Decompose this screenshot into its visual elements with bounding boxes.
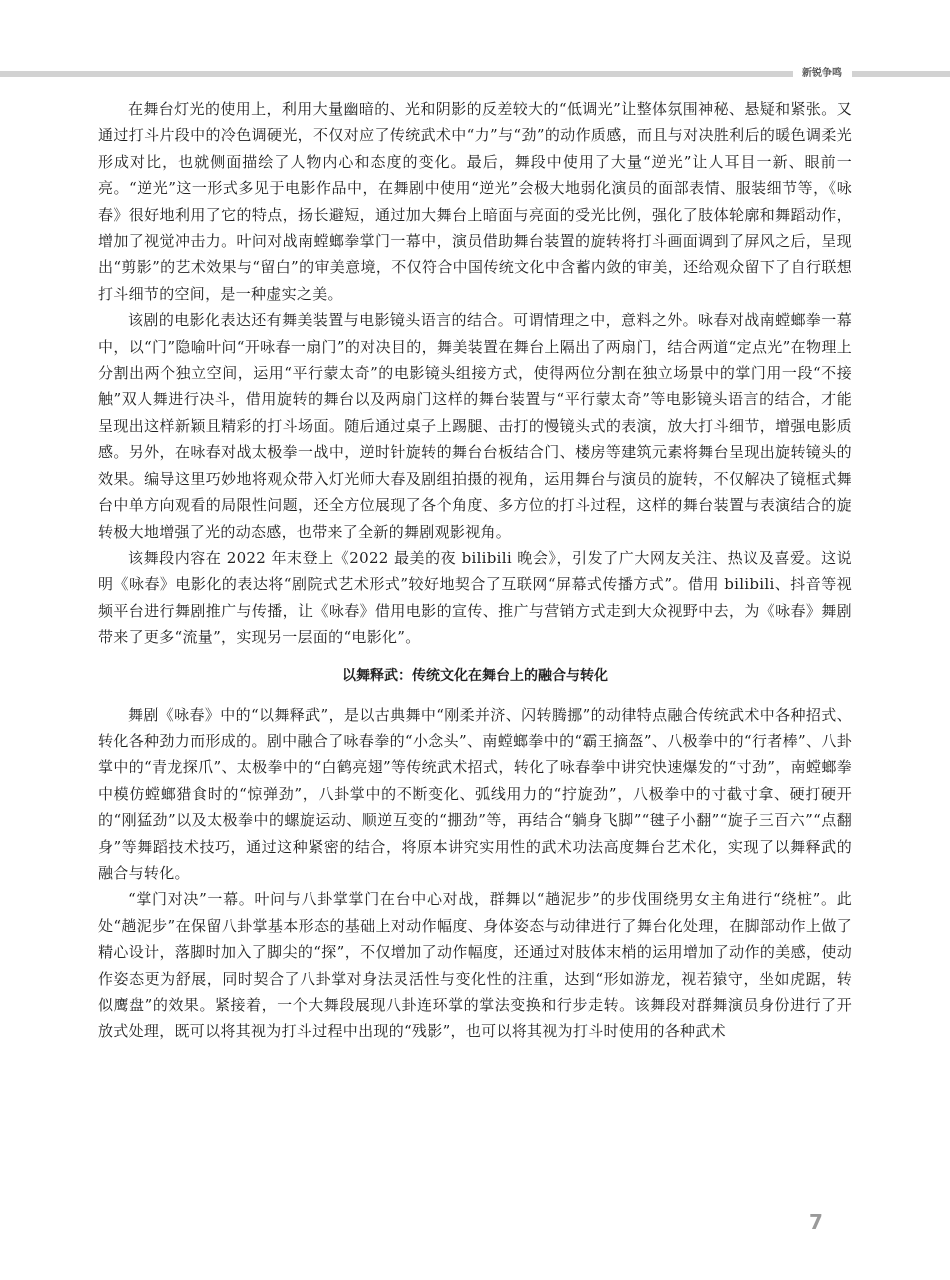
paragraph-bilibili: 该舞段内容在 2022 年末登上《2022 最美的夜 bilibili 晚会》，引发了广大网友关注、热议及喜爱。这说明《咏春》电影化的表达将“剧院式艺术形式”较好地契合了互联网“屏幕式传播方式”。借用 bilibili、抖音等视频平台进行舞剧推广与传播，让《咏春》借用电影的宣传、推广与营销方式走到大众视野中去，为《咏春》舞剧带来了更多“流量”，实现另一层面的“电影化”。 (98, 548, 852, 647)
paragraph-dance-martial: 舞剧《咏春》中的“以舞释武”，是以古典舞中“刚柔并济、闪转腾挪”的动律特点融合传统武术中各种招式、转化各种劲力而形成的。剧中融合了咏春拳的“小念头”、南螳螂拳中的“霸王摘盔”、八极拳中的“行者棒”、八卦掌中的“青龙探爪”、太极拳中的“白鹤亮翅”等传统武术招式，转化了咏春拳中讲究快速爆发的“寸劲”，南螳螂拳中模仿螳螂猎食时的“惊弹劲”，八卦掌中的不断变化、弧线用力的“拧旋劲”，八极拳中的寸截寸拿、硬打硬开的“刚猛劲”以及太极拳中的螺旋运动、顺逆互变的“掤劲”等，再结合“躺身飞脚”“毽子小翻”“旋子三百六”“点翻身”等舞蹈技术技巧，通过这种紧密的结合，将原本讲究实用性的武术功法高度舞台艺术化，实现了以舞释武的融合与转化。 (98, 705, 852, 882)
header-rule-left (0, 71, 793, 77)
column-label: 新锐争鸣 (802, 68, 842, 79)
page-number: 7 (809, 1210, 823, 1234)
article-body (98, 96, 852, 1045)
paragraph-lighting: 在舞台灯光的使用上，利用大量幽暗的、光和阴影的反差较大的“低调光”让整体氛围神秘、悬疑和紧张。又通过打斗片段中的冷色调硬光，不仅对应了传统武术中“力”与“劲”的动作质感，而且与对决胜利后的暖色调柔光形成对比，也就侧面描绘了人物内心和态度的变化。最后，舞段中使用了大量“逆光”让人耳目一新、眼前一亮。“逆光”这一形式多见于电影作品中，在舞剧中使用“逆光”会极大地弱化演员的面部表情、服装细节等，《咏春》很好地利用了它的特点，扬长避短，通过加大舞台上暗面与亮面的受光比例，强化了肢体轮廓和舞蹈动作，增加了视觉冲击力。叶问对战南螳螂拳掌门一幕中，演员借助舞台装置的旋转将打斗画面调到了屏风之后，呈现出“剪影”的艺术效果与“留白”的审美意境，不仅符合中国传统文化中含蓄内敛的审美，还给观众留下了自行联想打斗细节的空间，是一种虚实之美。 (98, 100, 852, 303)
paragraph-palm-duel: “掌门对决”一幕。叶问与八卦掌掌门在台中心对战，群舞以“趟泥步”的步伐围绕男女主角进行“绕桩”。此处“趟泥步”在保留八卦掌基本形态的基础上对动作幅度、身体姿态与动律进行了舞台化处理，在脚部动作上做了精心设计，落脚时加入了脚尖的“探”，不仅增加了动作幅度，还通过对肢体末梢的运用增加了动作的美感，使动作姿态更为舒展，同时契合了八卦掌对身法灵活性与变化性的注重，达到“形如游龙，视若猿守，坐如虎踞，转似鹰盘”的效果。紧接着，一个大舞段展现八卦连环掌的掌法变换和行步走转。该舞段对群舞演员身份进行了开放式处理，既可以将其视为打斗过程中出现的“残影”，也可以将其视为打斗时使用的各种武术 (98, 890, 852, 1041)
header-rule-right (852, 71, 950, 77)
paragraph-stage-set: 该剧的电影化表达还有舞美装置与电影镜头语言的结合。可谓情理之中，意料之外。咏春对战南螳螂拳一幕中，以“门”隐喻叶问“开咏春一扇门”的对决目的，舞美装置在舞台上隔出了两扇门，结合两道“定点光”在物理上分割出两个独立空间，运用“平行蒙太奇”的电影镜头组接方式，使得两位分割在独立场景中的掌门用一段“不接触”双人舞进行决斗，借用旋转的舞台以及两扇门这样的舞台装置与“平行蒙太奇”等电影镜头语言的结合，才能呈现出这样新颖且精彩的打斗场面。随后通过桌子上踢腿、击打的慢镜头式的表演，放大打斗细节，增强电影质感。另外，在咏春对战太极拳一战中，逆时针旋转的舞台台板结合门、楼房等建筑元素将舞台呈现出旋转镜头的效果。编导这里巧妙地将观众带入灯光师大春及剧组拍摄的视角，运用舞台与演员的旋转，不仅解决了镜框式舞台中单方向观看的局限性问题，还全方位展现了各个角度、多方位的打斗过程，这样的舞台装置与表演结合的旋转极大地增强了光的动态感，也带来了全新的舞剧观影视角。 (98, 311, 852, 541)
section-heading: 以舞释武：传统文化在舞台上的融合与转化 (342, 667, 608, 684)
